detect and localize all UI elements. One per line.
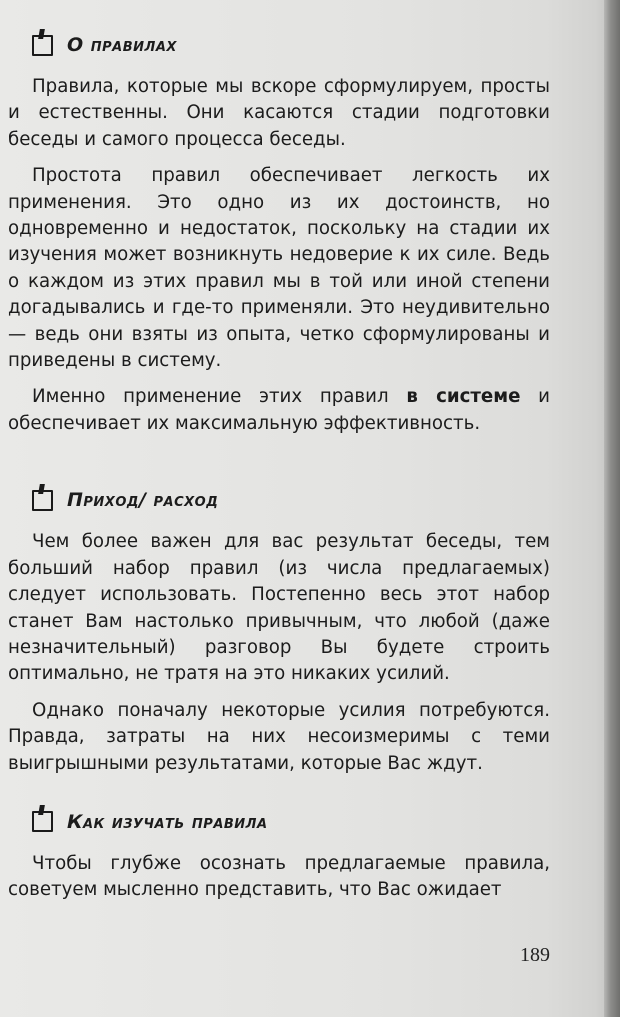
section-heading-income-expense (32, 485, 560, 515)
paragraph: Чтобы глубже осознать предлагаемые правила, советуем мысленно представить, что Вас ожидает (8, 852, 550, 901)
book-spine-shadow (604, 0, 620, 1017)
section-title: О правилах (67, 34, 177, 56)
paragraph: Чем более важен для вас результат беседы, тем больший набор правил (из числа предлагаемых) следует использовать. Постепенно весь этот набор станет Вам настолько привычным, что любой (даже незначительный) разговор Вы будете строить оптимально, не тратя на это никаких усилий. (8, 531, 550, 685)
paragraph-text-before: Именно применение этих правил (32, 386, 407, 408)
bold-emphasis: в системе (406, 386, 521, 408)
paragraph: Правила, которые мы вскоре сформулируем, просты и естественны. Они касаются стадии подготовки беседы и самого процесса беседы. (8, 76, 550, 150)
section-title: Как изучать правила (67, 810, 268, 833)
page-number: 189 (520, 944, 550, 966)
checkbox-icon (32, 35, 53, 56)
checkbox-icon (32, 490, 53, 511)
section-heading-about-rules (32, 30, 560, 60)
paragraph-text-after: и обеспечивает их максимальную эффективность. (8, 386, 550, 434)
paragraph: Простота правил обеспечивает легкость их применения. Это одно из их достоинств, но одновременно и недостаток, поскольку на стадии их изучения может возникнуть недоверие к их силе. Ведь о каждом из этих правил мы в той или иной степени догадывались и где-то применяли. Это неудивительно — ведь они взяты из опыта, четко сформулированы и приведены в систему. (8, 165, 550, 372)
page-content (0, 30, 560, 914)
paragraph-emphasis (0, 384, 560, 437)
section-heading-how-to-study (32, 807, 560, 837)
section-title: Приход/ расход (67, 489, 219, 512)
paragraph: Однако поначалу некоторые усилия потребуются. Правда, затраты на них несоизмеримы с теми выигрышными результатами, которые Вас ждут. (8, 699, 550, 774)
checkbox-icon (32, 811, 53, 832)
